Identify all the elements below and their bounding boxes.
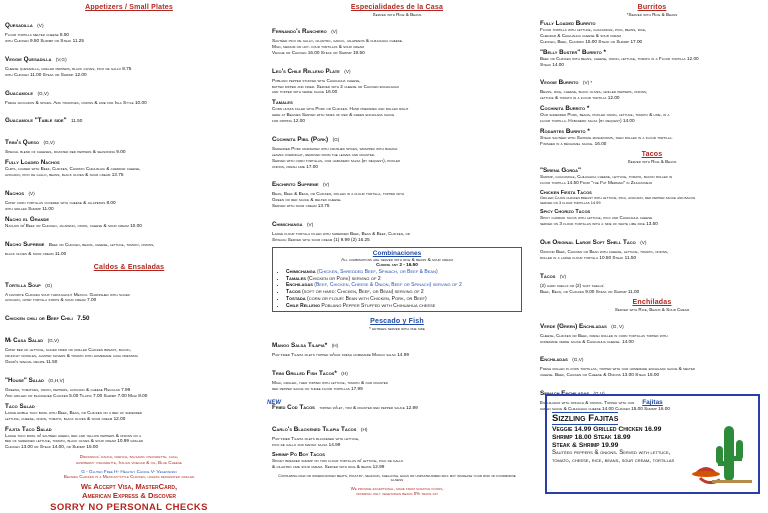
menu-item-veggie-burrito: Veggie Burrito (V) * Beans, rice, cheese, black olives, grilled peppers, onions, lettuce & tomato in a flour tortilla 12.00 [540,79,648,101]
section-subtitle-tacos: Served with Rice & Beans [627,158,677,164]
menu-item-taco-salad: Taco Salad Large edible taco bowl with Beef, Bean, or Chicken on a bed of shredded lettuce, cheese, onion, tomato, black olives & sour cream 12.00 [5,402,143,421]
menu-item-spinach-enchiladas: Spinach Enchiladas (G,V) Enchiladas with spinach & onions. Topped with our green sauce & Chihuahua cheese 14.00 Chicken 15.00 Shrimp 16.00 [540,390,670,412]
section-subtitle-burritos: *Served with Rice & Beans [626,12,678,17]
combo-list [277,269,517,310]
column-burritos [540,4,764,416]
menu-item-verde-enchiladas: Verde (Green) Enchiladas (G, V) Cheese, Chicken or Beef, fresh rolled in corn tortillas topped with homemade verde sauce & Chihuahua cheese. 14.00 [540,322,668,344]
combo-price: Choose any 2 - 16.50 [376,261,418,267]
menu-item-fernandos-ranchero: Fernando's Ranchero (V) Sautéed pico de gallo, cilantro, garlic, jalapenos & chihuahua cheese. Mild, medium or hot. four tortillas & sour cream Veggie or Chicken 16.00 Steak or Shrimp 19.50 [272,28,404,55]
fajitas-box [545,394,760,494]
menu-item-trinis-queso: Trini's Queso (G,V) Special blend of cheeses, roasted red peppers & seasoning 9.00 [5,139,126,155]
menu-item-chicken-fiesta-tacos: Chicken Fiesta Tacos Grilled Cajun chicken breast with lettuce, pico, avocado, red pepper sauce and bacon served on 3 flour tortillas 14.99 [540,189,696,205]
menu-item-enchirito-supreme: Enchirito Supreme (V) Bean, Beef & Bean, or Chicken, rolled in a flour tortilla, topped with Green or red sauce & melted cheese. Served with sour cream 13.75 [272,181,405,209]
combo-item: • Enchiladas (Beef, Chicken, Cheese & Onion, Beef or Spinach) serving of 2 [286,282,517,289]
cactus-icon [692,416,752,488]
menu-item-sirena-gorda: "Sirena Gorda" Shrimp, guacamole, Chihuahua cheese, lettuce, tomato, bacon rolled in flour tortilla 14.50 From "the Fat Mermaid" in Zihuatanejo [540,166,673,185]
column-appetizers [5,4,253,513]
fajita-price-steak-shrimp: Steak & Shrimp 19.99 [552,442,619,450]
menu-item-rodartes-burrito: Rodartes Burrito * Steak sautéed with Shiitake mushrooms, then rolled in a flour tortilla. Finished in a béchamel sauce. 16.00 [540,128,673,146]
menu-item-belly-buster: "Belly Buster" Burrito * Beef or Chicken with beans, cheese, onion, lettuce, tomato in a Flour tortilla 12.00 Steak 14.00 [540,48,699,67]
footer-info [5,454,253,513]
section-title-combinaciones: Combinaciones [372,249,422,257]
menu-item-cochinita-burrito: Cochinita Burrito * Our shredded Pork, beans, pickled onion, lettuce, tomato & lime, in a flour tortilla. Habanero salsa (by request) 14.00 [540,105,670,124]
no-checks-notice: SORRY NO PERSONAL CHECKS [50,502,208,513]
menu-item-veggie-quesadilla: Veggie Quesadilla (V,G) Cheese quesadilla, grilled peppers, black olives, pico de gallo 8.75 with Chicken 11.00 Steak or Shrimp 12.00 [5,55,132,77]
menu-item-trini-fish-tacos: Trini Grilled Fish Tacos* (H) Mahi, grilled, then topped with lettuce, tomato & our roasted red pepper sauce on three flour tortillas 17.99 [272,370,388,392]
section-title-enchiladas: Enchiladas [632,298,672,306]
section-title-fajitas: Fajitas [642,399,663,406]
menu-item-tortilla-soup: Tortilla Soup (G) A favorite Chicken soup throughout Mexico. Garnished with sliced avocado, crisp tortilla strips & sour cream 7.00 [5,281,130,303]
section-title-caldos: Caldos & Ensaladas [93,263,165,271]
section-title-burritos: Burritos [637,4,667,11]
menu-item-mi-casa-salad: Mi Casa Salad (G,V) Crisp bed of lettuce, sliced fried or grilled Chicken breast, bacon, crunchy noodles, almond slivers & tomato with homemade casa dressing Gram's special recipe 11.50 [5,337,138,365]
menu-item-nacho-supreme: Nacho Supreme Beef or Chicken, beans, cheese, lettuce, tomato, onions, black olives & sour cream 11.00 [5,240,155,256]
menu-item-guacamole: Guacamole (G,V) Fresh avocados & spices. Add tomatoes, onions & lime for Isla Style 10.00 [5,89,147,105]
payment-accepted: We Accept Visa, MasterCard, [80,481,178,491]
menu-item-enchiladas: Enchiladas (G,V) Fresh rolled in corn tortillas, topped with our homemade enchilada sauce & melted cheese. Beef, Chicken or Cheese & Onions 13.00 Steak 15.00 [540,356,696,378]
dressings-list-2: raspberry vinaigrette, Italian vinegar & oil, Blue Cheese [76,460,182,466]
combo-item: • Tamales (Chicken or Pork) serving of 2 [286,276,517,283]
menu-item-chimichanga: Chimichanga (V) Large flour tortilla filled with shredded Beef, Bean & Beef, Chicken, or Spinach Served with sour cream (1) 9.99 (2) 16.25 [272,221,410,242]
payment-accepted-2: American Express & Discover [82,491,176,501]
menu-item-nacho-el-grande: Nacho el Grande Nachos w/ Beef or Chicken, jalapeno, onion, cheese & sour cream 10.00 [5,215,142,228]
fajita-price-veggie-chicken: Veggie 14.99 Grilled Chicken 16.99 [552,426,662,433]
menu-item-quesadilla: Quesadilla (V) Flour tortilla melted cheese 8.50 with Chicken 9.50 Shrimp or Steak 11.25 [5,22,84,43]
vegetarian-beans-note: offering only vegetarian beans 0% trans fat [356,490,438,496]
section-subtitle-enchiladas: Served with Rice, Beans & Sour Cream [614,306,690,312]
menu-item-po-boy-tacos: Shrimp Po Boy Tacos Spicey breaded shrimp on two flour tortillas w/ lettuce, pico de gallo & cilantro lime sour cream. Served with rice & beans 12.99 [272,451,404,469]
combo-item: • Tostada (corn or flour: Bean with Chicken, Pork, or Beef) [286,296,517,303]
menu-item-fully-loaded-burrito: Fully Loaded Burrito Flour tortilla with lettuce, guacamole, pico, beans, rice, Cheddar & Chihuahua cheese & sour cream Chicken, Beef, Chorizo 15.00 Steak or Shrimp 17.00 [540,20,647,44]
section-title-tacos: Tacos [641,150,663,158]
fajita-description: Sautéed peppers & onions. Served with lettuce, tomato, cheese, rice, beans, sour cream, tortillas [552,450,675,464]
fajita-price-shrimp-steak: Shrimp 18.00 Steak 18.99 [552,434,631,442]
menu-item-spicy-chorizo-tacos: Spicy Chorizo Tacos Spicy chorizo tacos with lettuce, pico and Chihuahua cheese served on 3 flour tortillas with a side of white lime rice 13.50 [540,209,658,227]
menu-item-mango-tilapia: Mango Salsa Tilapia* (H) Pan-fried Tilapia filets topped w/our fresh homemade Mango salsa 14.99 [272,342,409,358]
menu-item-original-soft-taco: Our Original Large Soft Shell Taco (V) Ground Beef, Chicken or Bean with cheese, lettuce, tomato, onions, rolled in a large flour tortilla 10.50 Steak 11.50 [540,239,669,261]
menu-item-fajita-taco-salad: Fajita Taco Salad Large taco bowl w/ sautéed green, red and yellow peppers & onions on a bed of shredded lettuce, tomato, black olives & sour cream 10.99 grilled Chicken 13.00 or Steak 14.00, or Shrimp 15.00 [5,425,144,450]
menu-item-tamales: Tamales Corn husks filled with Pork or Chicken. Hand prepared and rolled right here at Beanies Served with sides of red & green enchilada sauce for dipping 12.00 [272,99,409,124]
section-subtitle-especialidades: Served with Rice & Beans [372,12,422,17]
combo-item: • Tacos (soft or hard: Chicken, Beef, or Bean) serving of 2 [286,289,517,296]
menu-item-house-salad: "House" Salad (G,H,V) Greens, tomatoes, onion, peppers, avocado & cheese Regular 7.99 Add grilled or blackened Chicken 5.00 Tilapia 7.00 Shrimp 7.00 Mahi 8.00 [5,376,148,398]
scratch-food-note: We provide exceptional, made from scratch foods, [350,485,444,491]
combo-item: • Chimichanga (Chicken, Shredded Beef, Spinach, or Beef & Bean) [286,269,517,276]
menu-item-leos-chile-relleno: Leo's Chile Relleno Plate (V) Poblano pepper stuffed with Chihuahua cheese, batter dipped and fried. Served with 2 cheese or Chicken enchiladas and topped with verde sauce 16.00 [272,67,399,95]
menu-item-guacamole-tableside: Guacamole "Table side" 11.50 [5,117,83,125]
consumer-warning: Consuming raw or undercooked meats, poultry, seafood, shellfish, eggs or unpasteurized milk may increase your risk of foodborne illness [278,473,516,482]
menu-item-tacos: Tacos (V) (2) hard shells or (2) soft shells: Beef, Bean, or Chicken 9.00 Steak or Shrimp 11.00 [540,272,640,294]
section-subtitle-pescado: * entrees served with one side [369,326,425,332]
column-especialidades [272,4,522,496]
section-title-especialidades: Especialidades de la Casa [350,4,444,11]
chicken-note: Beanies Chicken is a Mexican-style Chicken, unless designated grilled [63,473,195,479]
combinaciones-box [272,247,522,313]
new-badge: NEW [267,400,281,406]
menu-item-fried-cod-tacos: Fried Cod Tacos topped w/let, tom & roasted red pepper sauce 12.99 [272,403,418,411]
menu-item-carlos-tilapia: Carlo's Blackened Tilapia Tacos (H) Pan-fried Tilapia filets blackened with lettuce, pico de gallo and mango salsa 14.99 [272,425,368,447]
menu-item-fully-loaded-nachos: Fully Loaded Nachos Chips, loaded with Beef, Chicken, Chorizo Chihuahua & cheddar cheese, avocado, pico de gallo, beans, black olives & sour cream 13.75 [5,159,141,178]
combo-item: • Chile Relleno Poblano Pepper Stuffed with Chihuahua cheese [286,303,517,310]
section-title-appetizers: Appetizers / Small Plates [85,4,173,11]
menu-item-cochinita-pibil: Cochinita Pibil (Pork) (G) Shredded Pork marinated with crushed spices, wrapped with banana leaves overnight, removed from the leaves and roasted. Served with corn tortillas, our habanero salsa (by request), pickled onions, fresh lime 17.00 [272,135,401,169]
menu-item-chili: Chicken chili or Beef Chili 7.50 [5,315,90,323]
section-title-pescado: Pescado y Fish [370,318,424,326]
dressings-list: Dressings: ranch, french, balsamic vinaigrette, casa, [79,454,179,460]
menu-item-nachos: Nachos (V) Crisp corn tortillas covered with cheese & jalapenos 8.00 with grilled Shrimp 11.00 [5,190,116,211]
combo-subtitle: All combinations are served with rice & beans & sour cream [341,256,453,262]
diet-legend: G - Gluten Free H- Healthy Choice V- Vegetarian [81,468,177,474]
sizzling-fajitas-title: Sizzling Fajitas [552,413,619,424]
